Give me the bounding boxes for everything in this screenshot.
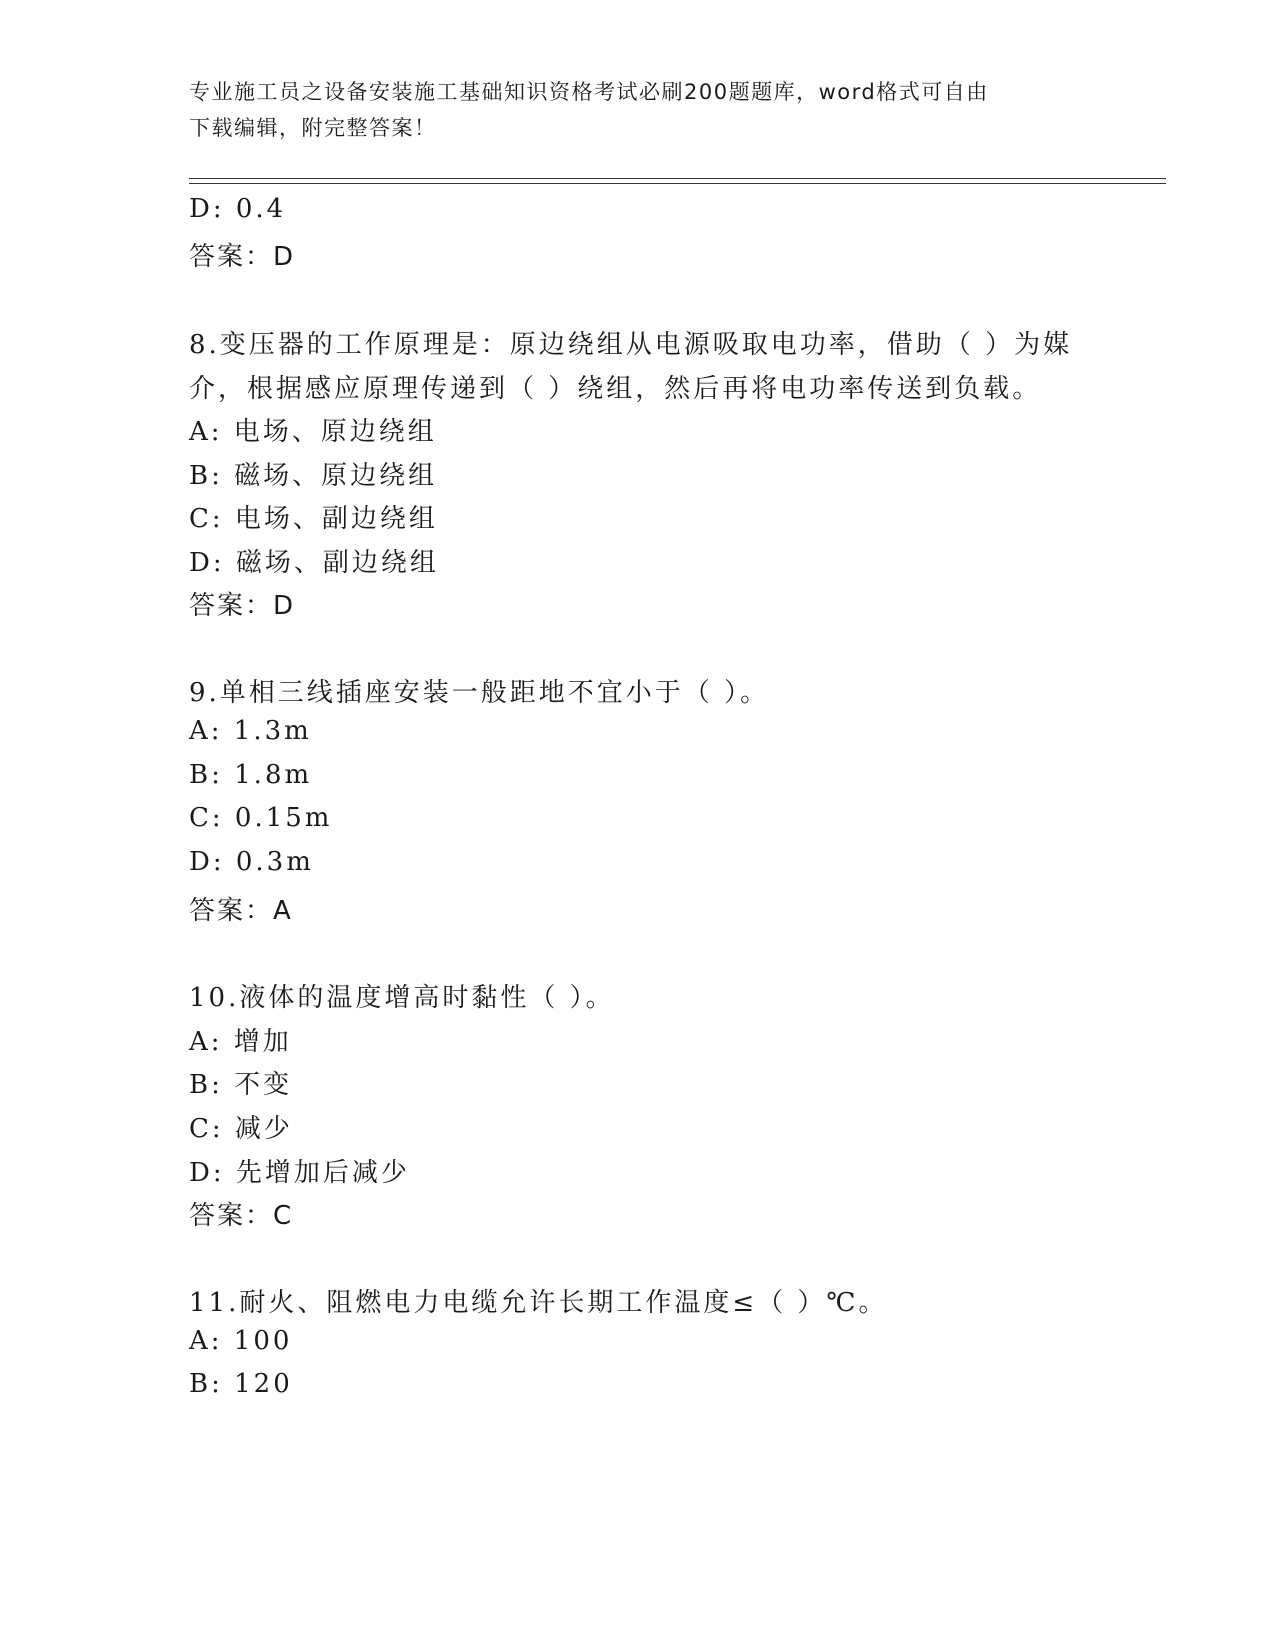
document-header (189, 74, 1069, 146)
question-8-option-a: A: 电场、原边绕组 (189, 417, 437, 447)
question-8-stem-line-1: 8.变压器的工作原理是：原边绕组从电源吸取电功率，借助（ ）为媒 (189, 330, 1073, 360)
previous-question-answer: 答案：D (189, 242, 296, 272)
question-9-option-d: D: 0.3m (189, 847, 314, 877)
question-10-option-c: C: 减少 (189, 1114, 293, 1144)
question-8-option-d: D: 磁场、副边绕组 (189, 548, 439, 578)
question-9-option-c: C: 0.15m (189, 803, 333, 833)
question-8-answer: 答案：D (189, 591, 296, 621)
question-9-answer: 答案：A (189, 896, 293, 926)
question-8-option-c: C: 电场、副边绕组 (189, 504, 438, 534)
question-10-option-b: B: 不变 (189, 1070, 293, 1100)
question-10-option-d: D: 先增加后减少 (189, 1158, 410, 1188)
question-9-option-b: B: 1.8m (189, 760, 313, 790)
question-10-stem: 10.液体的温度增高时黏性（ ）。 (189, 983, 615, 1013)
question-9-option-a: A: 1.3m (189, 716, 312, 746)
header-title-line-1: 专业施工员之设备安装施工基础知识资格考试必刷200题题库，word格式可自由 (189, 80, 989, 104)
header-double-rule (189, 178, 1166, 184)
question-10-option-a: A: 增加 (189, 1027, 292, 1057)
question-8-stem-line-2: 介，根据感应原理传递到（ ）绕组，然后再将电功率传送到负载。 (189, 374, 1042, 404)
question-11-stem: 11.耐火、阻燃电力电缆允许长期工作温度≤（ ）℃。 (189, 1288, 888, 1318)
question-11-option-a: A: 100 (189, 1326, 293, 1356)
previous-question-option-d: D: 0.4 (189, 194, 287, 224)
question-9-stem: 9.单相三线插座安装一般距地不宜小于（ ）。 (189, 678, 770, 708)
header-title-line-2: 下载编辑，附完整答案！ (189, 116, 437, 140)
question-8-option-b: B: 磁场、原边绕组 (189, 461, 438, 491)
question-11-option-b: B: 120 (189, 1369, 293, 1399)
question-10-answer: 答案：C (189, 1201, 294, 1231)
